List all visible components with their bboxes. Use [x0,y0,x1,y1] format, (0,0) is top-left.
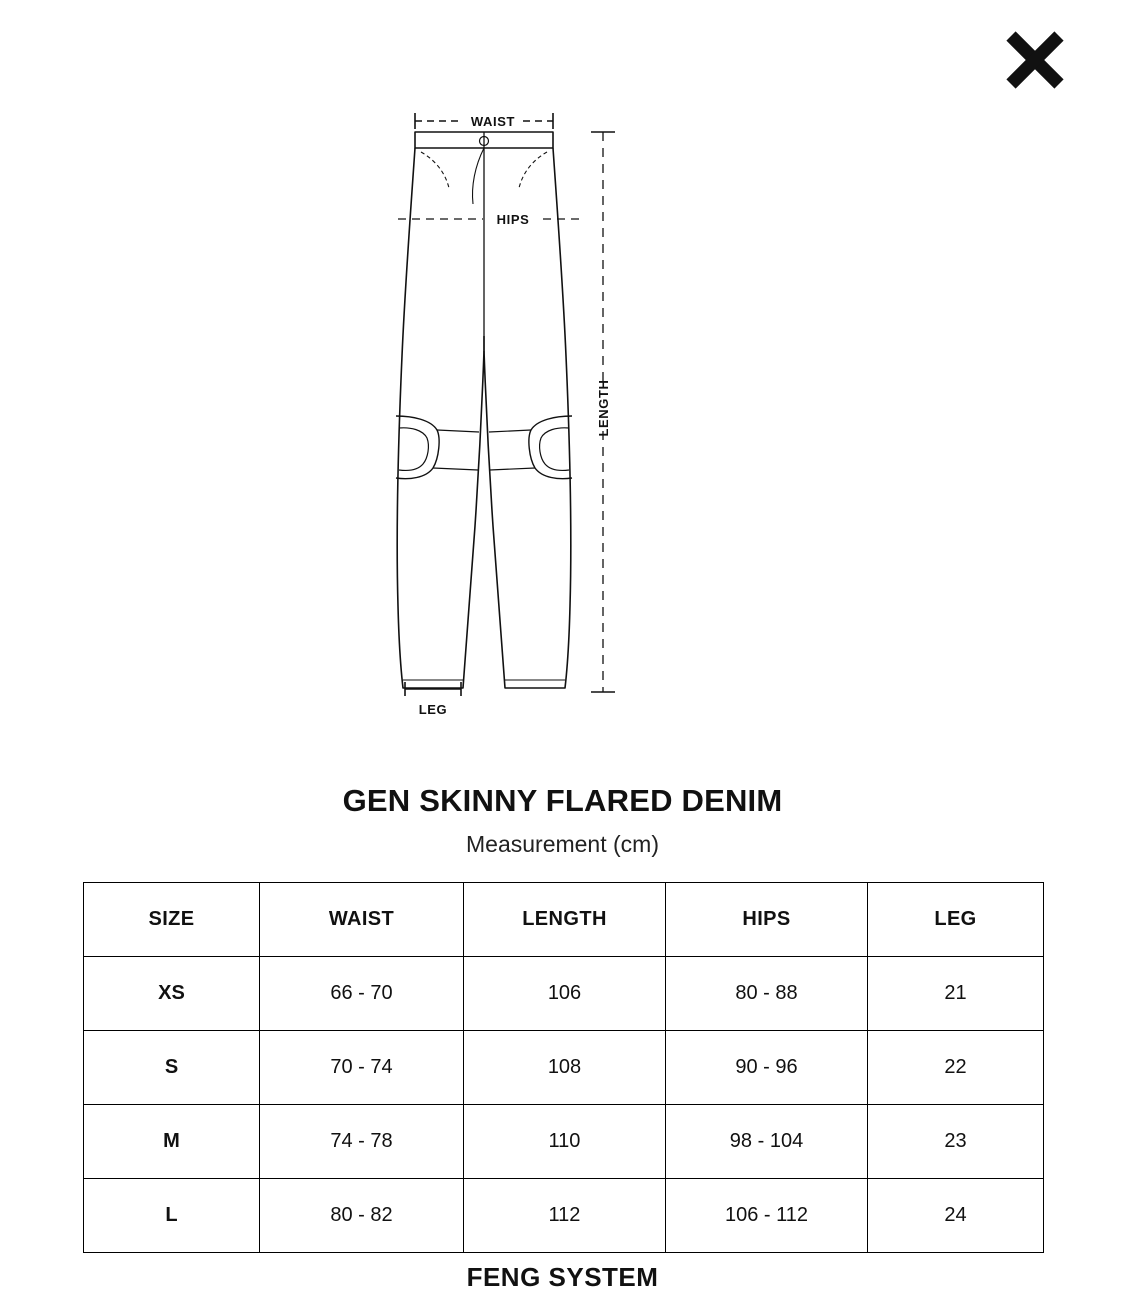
cell-hips: 98 - 104 [666,1105,868,1179]
table-row [84,1105,1044,1179]
table-row [84,1031,1044,1105]
cell-leg: 21 [868,957,1044,1031]
hips-dimension [398,212,583,227]
cell-size: L [84,1179,260,1253]
header-hips: HIPS [666,883,868,957]
title-block [0,782,1125,859]
cell-hips: 80 - 88 [666,957,868,1031]
cell-length: 108 [464,1031,666,1105]
table-header-row [84,883,1044,957]
cell-hips: 106 - 112 [666,1179,868,1253]
cell-waist: 66 - 70 [260,957,464,1031]
cell-leg: 23 [868,1105,1044,1179]
brand-footer: FENG SYSTEM [466,1262,659,1292]
header-size: SIZE [84,883,260,957]
waist-dimension [415,113,553,129]
length-dimension [591,132,615,692]
cell-hips: 90 - 96 [666,1031,868,1105]
denim-technical-sketch [183,86,943,746]
length-label: LENGTH [595,379,611,437]
cell-length: 106 [464,957,666,1031]
cell-waist: 74 - 78 [260,1105,464,1179]
header-waist: WAIST [260,883,464,957]
garment-diagram [0,86,1125,746]
header-length: LENGTH [464,883,666,957]
cell-length: 112 [464,1179,666,1253]
cell-size: XS [84,957,260,1031]
cell-leg: 24 [868,1179,1044,1253]
header-leg: LEG [868,883,1044,957]
table-row [84,1179,1044,1253]
cell-length: 110 [464,1105,666,1179]
cell-leg: 22 [868,1031,1044,1105]
waist-label: WAIST [470,114,515,129]
hips-label: HIPS [496,212,529,227]
table-row [84,957,1044,1031]
cell-size: M [84,1105,260,1179]
close-icon [1003,28,1067,92]
cell-waist: 80 - 82 [260,1179,464,1253]
pants-outline [396,132,572,688]
size-chart-table [83,882,1044,1253]
close-button[interactable] [1003,28,1067,92]
measurement-unit-label: Measurement (cm) [466,831,659,858]
cell-waist: 70 - 74 [260,1031,464,1105]
cell-size: S [84,1031,260,1105]
page-title: GEN SKINNY FLARED DENIM [342,783,783,818]
leg-label: LEG [418,702,447,717]
